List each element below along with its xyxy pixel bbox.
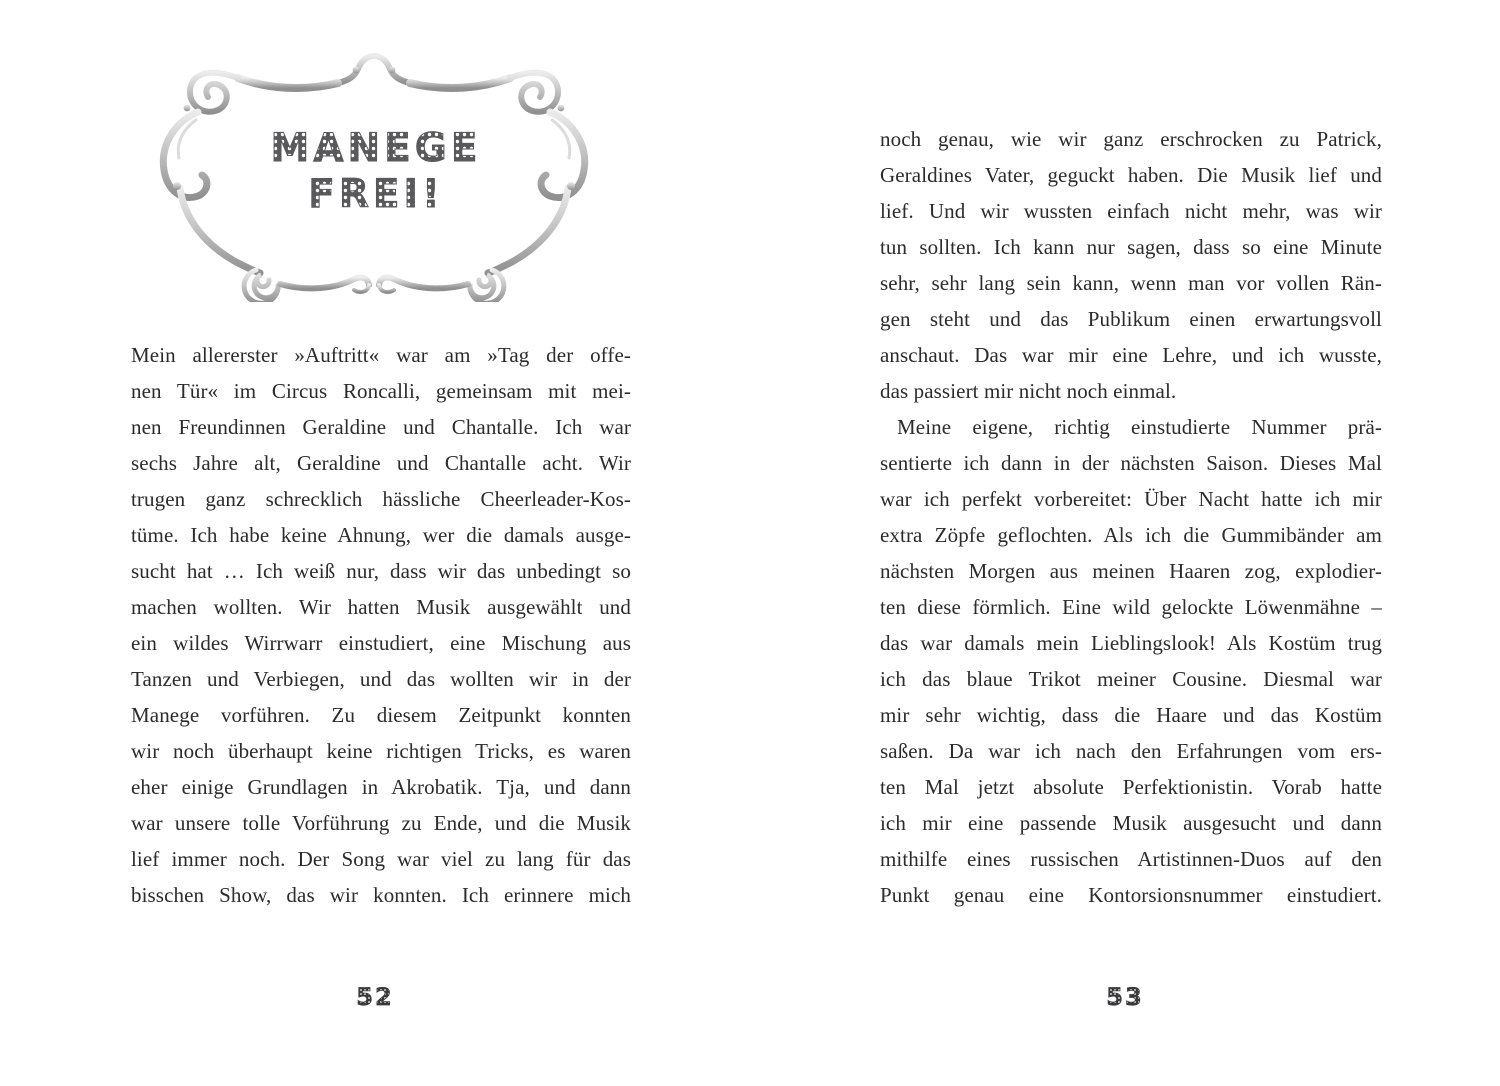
text-line: sehr, sehr lang sein kann, wenn man vor vollen Rän- bbox=[880, 271, 1382, 295]
left-page-text bbox=[131, 337, 631, 913]
text-line: tüme. Ich habe keine Ahnung, wer die damals ausge- bbox=[131, 523, 631, 547]
text-line: trugen ganz schrecklich hässliche Cheerleader-Kos- bbox=[131, 487, 631, 511]
text-line: nen Freundinnen Geraldine und Chantalle. Ich war bbox=[131, 415, 631, 439]
page-number-glyph bbox=[1093, 980, 1157, 1014]
text-line: sentierte ich dann in der nächsten Saison. Dieses Mal bbox=[880, 451, 1382, 475]
text-line: bisschen Show, das wir konnten. Ich erinnere mich bbox=[131, 883, 631, 907]
text-line: machen wollten. Wir hatten Musik ausgewählt und bbox=[131, 595, 631, 619]
text-line: Tanzen und Verbiegen, und das wollten wir in der bbox=[131, 667, 631, 691]
left-page-number bbox=[343, 980, 407, 1014]
text-line: nächsten Morgen aus meinen Haaren zog, explodier- bbox=[880, 559, 1382, 583]
text-line: gen steht und das Publikum einen erwartungsvoll bbox=[880, 307, 1382, 331]
text-line: Geraldines Vater, geguckt haben. Die Musik lief und bbox=[880, 163, 1382, 187]
text-line: war ich perfekt vorbereitet: Über Nacht hatte ich mir bbox=[880, 487, 1382, 511]
text-line: das war damals mein Lieblingslook! Als Kostüm trug bbox=[880, 631, 1382, 655]
text-line: mithilfe eines russischen Artistinnen-Duos auf den bbox=[880, 847, 1382, 871]
page-number-text: 52 bbox=[356, 983, 394, 1011]
text-line: Meine eigene, richtig einstudierte Nummer prä- bbox=[897, 415, 1382, 439]
right-page-text bbox=[880, 121, 1382, 913]
page-number-glyph bbox=[343, 980, 407, 1014]
text-line: ten Mal jetzt absolute Perfektionistin. Vorab hatte bbox=[880, 775, 1382, 799]
text-line: sechs Jahre alt, Geraldine und Chantalle acht. Wir bbox=[131, 451, 631, 475]
text-line: ich mir eine passende Musik ausgesucht und dann bbox=[880, 811, 1382, 835]
right-page-number bbox=[1093, 980, 1157, 1014]
text-line: lief immer noch. Der Song war viel zu lang für das bbox=[131, 847, 631, 871]
text-line: Mein allererster »Auftritt« war am »Tag der offe- bbox=[131, 343, 631, 367]
text-line: ten diese förmlich. Eine wild gelockte Löwenmähne – bbox=[880, 595, 1382, 619]
chapter-title-line1: MANEGE bbox=[270, 126, 482, 171]
text-line: das passiert mir nicht noch einmal. bbox=[880, 379, 1177, 403]
text-line: wir noch überhaupt keine richtigen Tricks, es waren bbox=[131, 739, 631, 763]
text-line: Punkt genau eine Kontorsionsnummer einstudiert. bbox=[880, 883, 1382, 907]
text-line: mir sehr wichtig, dass die Haare und das Kostüm bbox=[880, 703, 1382, 727]
chapter-title-line2: FREI! bbox=[308, 172, 444, 217]
text-line: sucht hat … Ich weiß nur, dass wir das unbedingt so bbox=[131, 559, 631, 583]
text-line: war unsere tolle Vorführung zu Ende, und die Musik bbox=[131, 811, 631, 835]
text-line: anschaut. Das war mir eine Lehre, und ich wusste, bbox=[880, 343, 1382, 367]
text-line: eher einige Grundlagen in Akrobatik. Tja, und dann bbox=[131, 775, 631, 799]
text-line: ich das blaue Trikot meiner Cousine. Diesmal war bbox=[880, 667, 1382, 691]
text-line: noch genau, wie wir ganz erschrocken zu Patrick, bbox=[880, 127, 1382, 151]
text-line: lief. Und wir wussten einfach nicht mehr, was wir bbox=[880, 199, 1382, 223]
text-line: nen Tür« im Circus Roncalli, gemeinsam mit mei- bbox=[131, 379, 631, 403]
text-line: extra Zöpfe geflochten. Als ich die Gummibänder am bbox=[880, 523, 1382, 547]
flourish-frame-icon bbox=[146, 40, 602, 302]
text-line: saßen. Da war ich nach den Erfahrungen vom ers- bbox=[880, 739, 1382, 763]
page-number-text: 53 bbox=[1106, 983, 1144, 1011]
text-line: tun sollten. Ich kann nur sagen, dass so eine Minute bbox=[880, 235, 1382, 259]
text-line: Manege vorführen. Zu diesem Zeitpunkt konnten bbox=[131, 703, 631, 727]
chapter-ornament bbox=[146, 40, 602, 302]
text-line: ein wildes Wirrwarr einstudiert, eine Mischung aus bbox=[131, 631, 631, 655]
